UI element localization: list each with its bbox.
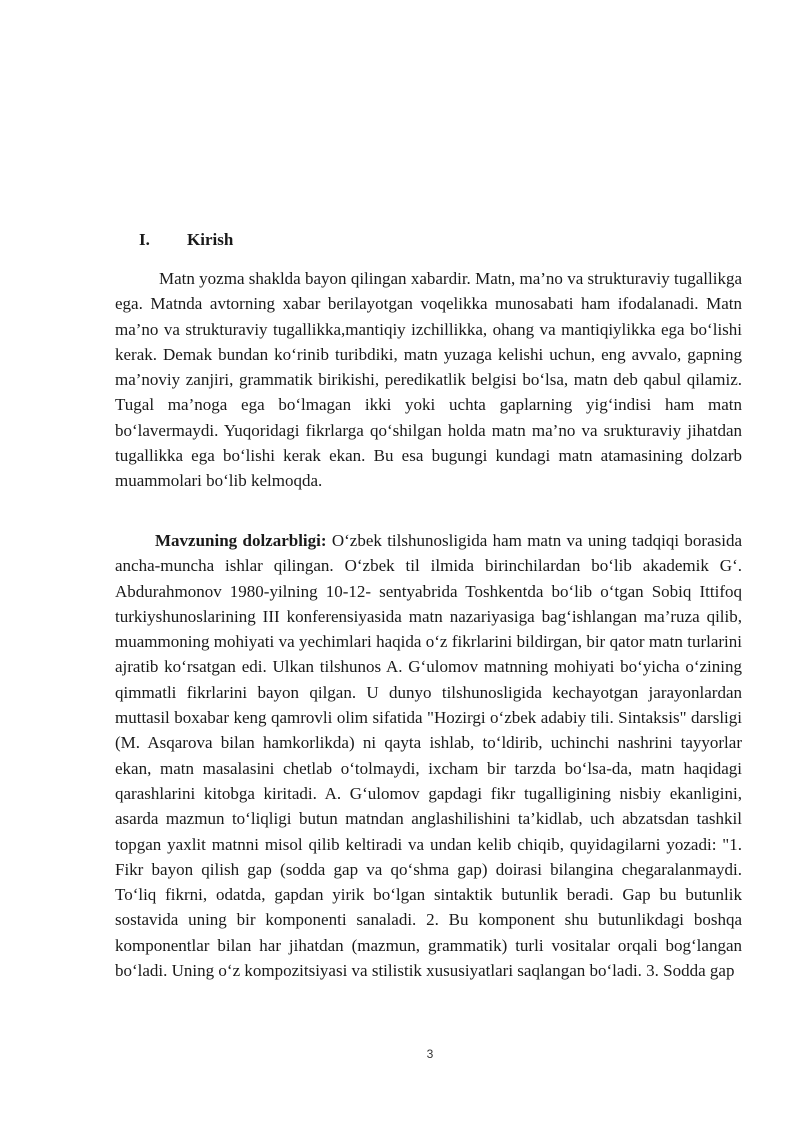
intro-paragraph: Matn yozma shaklda bayon qilingan xabardir. Matn, ma’no va strukturaviy tugallikga ega. Matnda avtorning xabar berilayotgan voqelikka munosabati ham ifodalanadi. Matn ma’no va strukturaviy tugallikka,mantiqiy izchillikka, ohang va mantiqiylikka ega bo‘lishi kerak. Demak bundan ko‘rinib turibdiki, matn yuzaga kelishi uchun, eng avvalo, gapning ma’noviy zanjiri, grammatik birikishi, peredikatlik belgisi bo‘lsa, matn deb qabul qilamiz. Tugal ma’noga ega bo‘lmagan ikki yoki uchta gaplarning yig‘indisi ham matn bo‘lavermaydi. Yuqoridagi fikrlarga qo‘shilgan holda matn ma’no va srukturaviy jihatdan tugallikka ega bo‘lishi kerak ekan. Bu esa bugungi kundagi matn atamasining dolzarb muammolari bo‘lib kelmoqda. xyxy=(115,269,742,491)
relevance-label: Mavzuning dolzarbligi: xyxy=(155,531,327,550)
section-heading xyxy=(139,228,233,252)
section-title: Kirish xyxy=(187,230,234,249)
section-number: I. xyxy=(139,230,150,249)
relevance-text: O‘zbek tilshunosligida ham matn va uning tadqiqi borasida ancha-muncha ishlar qilingan. O‘zbek til ilmida birinchilardan bo‘lib akademik G‘. Abdurahmonov 1980-yilning 10-12- sentyabrida Toshkentda bo‘lib o‘tgan Sobiq Ittifoq turkiyshunoslarining III konferensiyasida matn nazariyasiga bag‘ishlangan ma’ruza qilib, muammoning mohiyati va yechimlari haqida o‘z fikrlarini bildirgan, bir qator matn turlarini ajratib ko‘rsatgan edi. Ulkan tilshunos A. G‘ulomov matnning mohiyati bo‘yicha o‘zining qimmatli fikrlarini bayon qilgan. U dunyo tilshunosligida kechayotgan jarayonlardan muttasil boxabar keng qamrovli olim sifatida "Hozirgi o‘zbek adabiy tili. Sintaksis" darsligi (M. Asqarova bilan hamkorlikda) ni qayta ishlab, to‘ldirib, uchinchi nashrini tayyorlar ekan, matn masalasini chetlab o‘tolmaydi, ixcham bir tarzda bo‘lsa-da, matn haqidagi qarashlarini kitobga kiritadi. A. G‘ulomov gapdagi fikr tugalligining nisbiy ekanligini, asarda mazmun to‘liqligi butun matndan anglashilishini ta’kidlab, uch abzatsdan tashkil topgan yaxlit matnni misol qilib keltiradi va undan kelib chiqib, quyidagilarni yozadi: "1. Fikr bayon qilish gap (sodda gap va qo‘shma gap) doirasi bilangina chegaralanmaydi. To‘liq fikrni, odatda, gapdan yirik bo‘lgan sintaktik butunlik beradi. Gap bu butunlik sostavida uning bir komponenti sanaladi. 2. Bu komponent shu butunlikdagi boshqa komponentlar bilan har jihatdan (mazmun, grammatik) turli vositalar orqali bog‘langan bo‘ladi. Uning o‘z kompozitsiyasi va stilistik xususiyatlari saqlangan bo‘ladi. 3. Sodda gap xyxy=(115,531,742,981)
relevance-paragraph xyxy=(115,528,742,983)
page-number: 3 xyxy=(426,1047,434,1061)
